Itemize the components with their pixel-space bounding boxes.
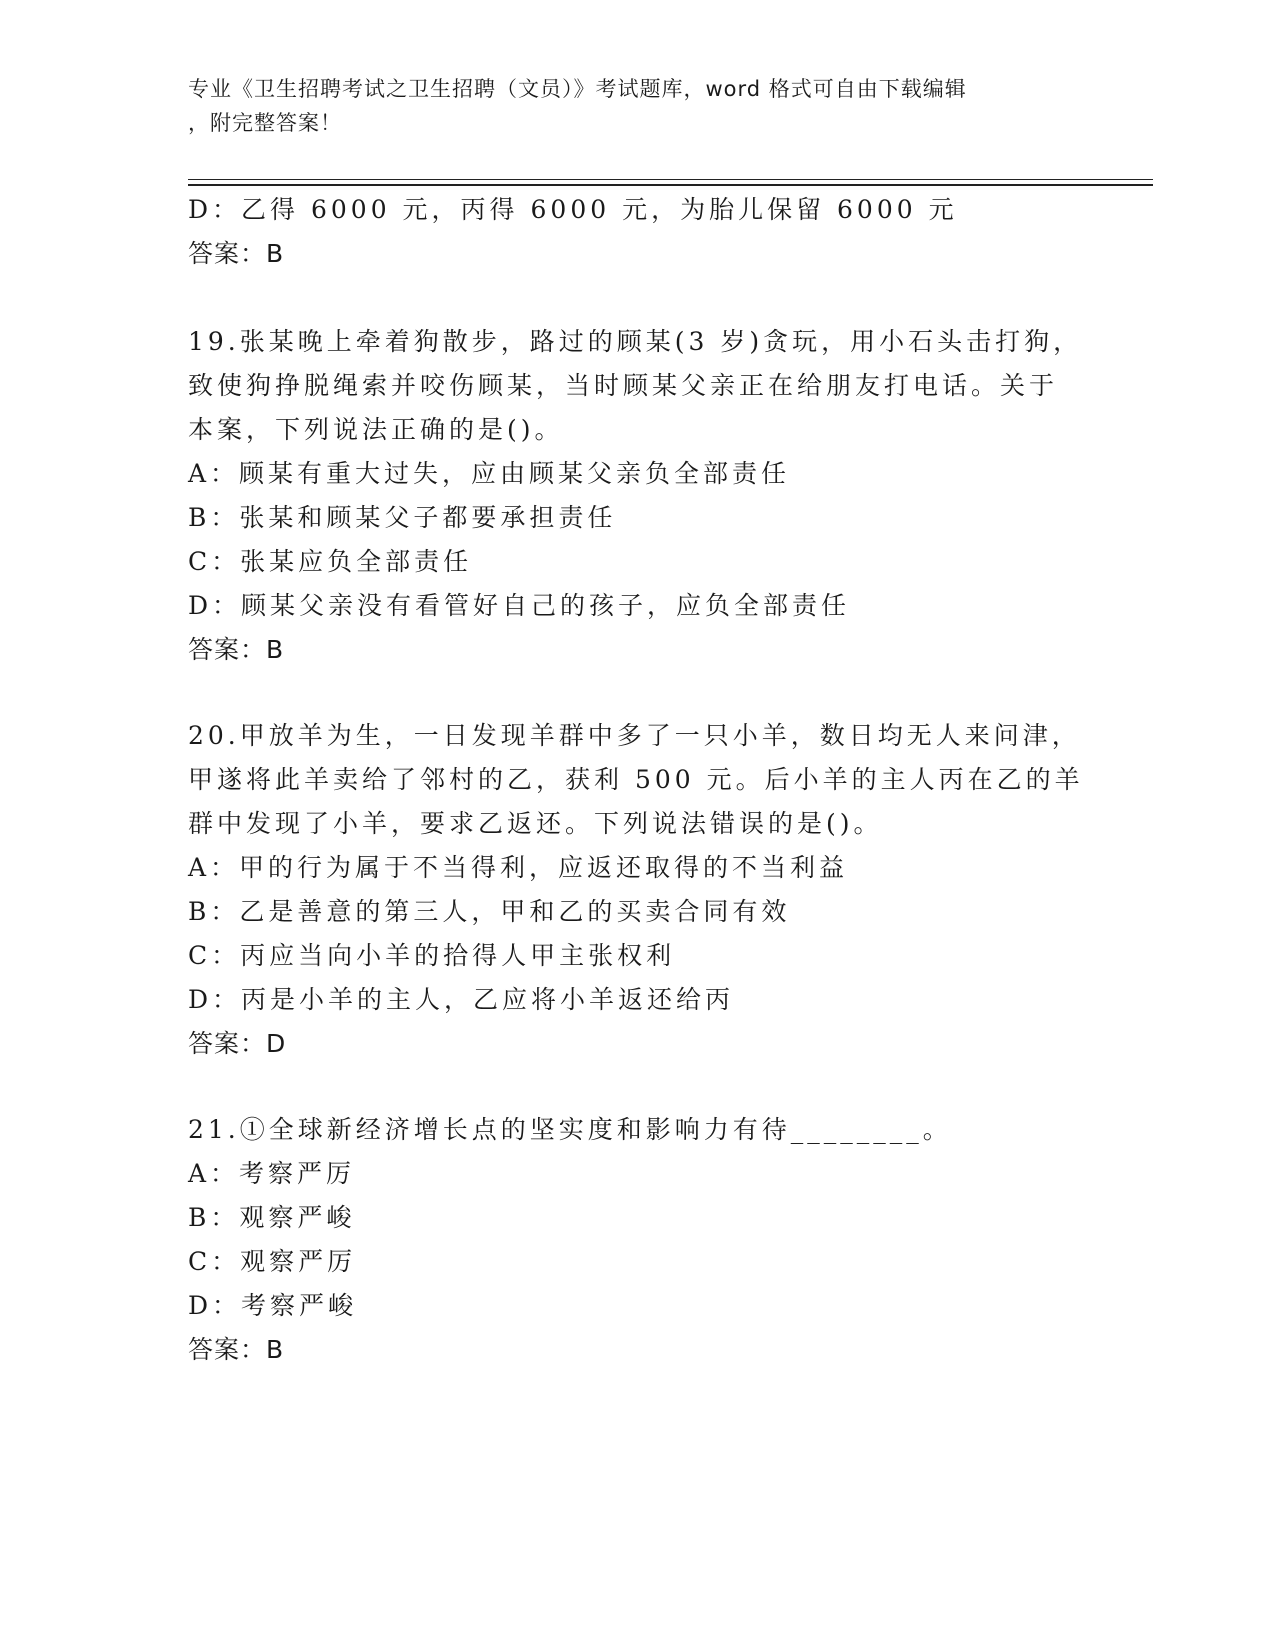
q20-stem-line-1: 20.甲放羊为生，一日发现羊群中多了一只小羊，数日均无人来问津，: [188, 721, 1081, 750]
prev-option-d: D：乙得 6000 元，丙得 6000 元，为胎儿保留 6000 元: [188, 195, 958, 224]
q20-option-a: A：甲的行为属于不当得利，应返还取得的不当利益: [188, 853, 849, 882]
document-header: [188, 72, 1068, 140]
q19-stem-line-1: 19.张某晚上牵着狗散步，路过的顾某(3 岁)贪玩，用小石头击打狗，: [188, 327, 1083, 356]
q21-stem-line-1: 21.①全球新经济增长点的坚实度和影响力有待________。: [188, 1115, 952, 1144]
q20-option-c: C：丙应当向小羊的拾得人甲主张权利: [188, 941, 676, 970]
q20-option-d: D：丙是小羊的主人，乙应将小羊返还给丙: [188, 985, 735, 1014]
q19-option-b: B：张某和顾某父子都要承担责任: [188, 503, 617, 532]
q20-option-b: B：乙是善意的第三人，甲和乙的买卖合同有效: [188, 897, 791, 926]
prev-answer: 答案：B: [188, 239, 285, 268]
q20-stem-line-3: 群中发现了小羊，要求乙返还。下列说法错误的是()。: [188, 809, 883, 838]
header-divider-thin: [188, 179, 1153, 180]
q19-stem-line-3: 本案，下列说法正确的是()。: [188, 415, 564, 444]
q21-option-b: B：观察严峻: [188, 1203, 356, 1232]
q19-option-c: C：张某应负全部责任: [188, 547, 473, 576]
q21-option-d: D：考察严峻: [188, 1291, 358, 1320]
q19-answer: 答案：B: [188, 635, 285, 664]
q20-stem-line-2: 甲遂将此羊卖给了邻村的乙，获利 500 元。后小羊的主人丙在乙的羊: [188, 765, 1084, 794]
q19-option-a: A：顾某有重大过失，应由顾某父亲负全部责任: [188, 459, 791, 488]
q19-option-d: D：顾某父亲没有看管好自己的孩子，应负全部责任: [188, 591, 851, 620]
q21-option-c: C：观察严厉: [188, 1247, 357, 1276]
header-line-1: 专业《卫生招聘考试之卫生招聘（文员）》考试题库，word 格式可自由下载编辑: [188, 77, 967, 101]
header-line-2: ，附完整答案！: [188, 111, 342, 135]
header-divider-thick: [188, 184, 1153, 186]
q21-option-a: A：考察严厉: [188, 1159, 356, 1188]
q19-stem-line-2: 致使狗挣脱绳索并咬伤顾某，当时顾某父亲正在给朋友打电话。关于: [188, 371, 1059, 400]
q20-answer: 答案：D: [188, 1029, 287, 1058]
q21-answer: 答案：B: [188, 1335, 285, 1364]
